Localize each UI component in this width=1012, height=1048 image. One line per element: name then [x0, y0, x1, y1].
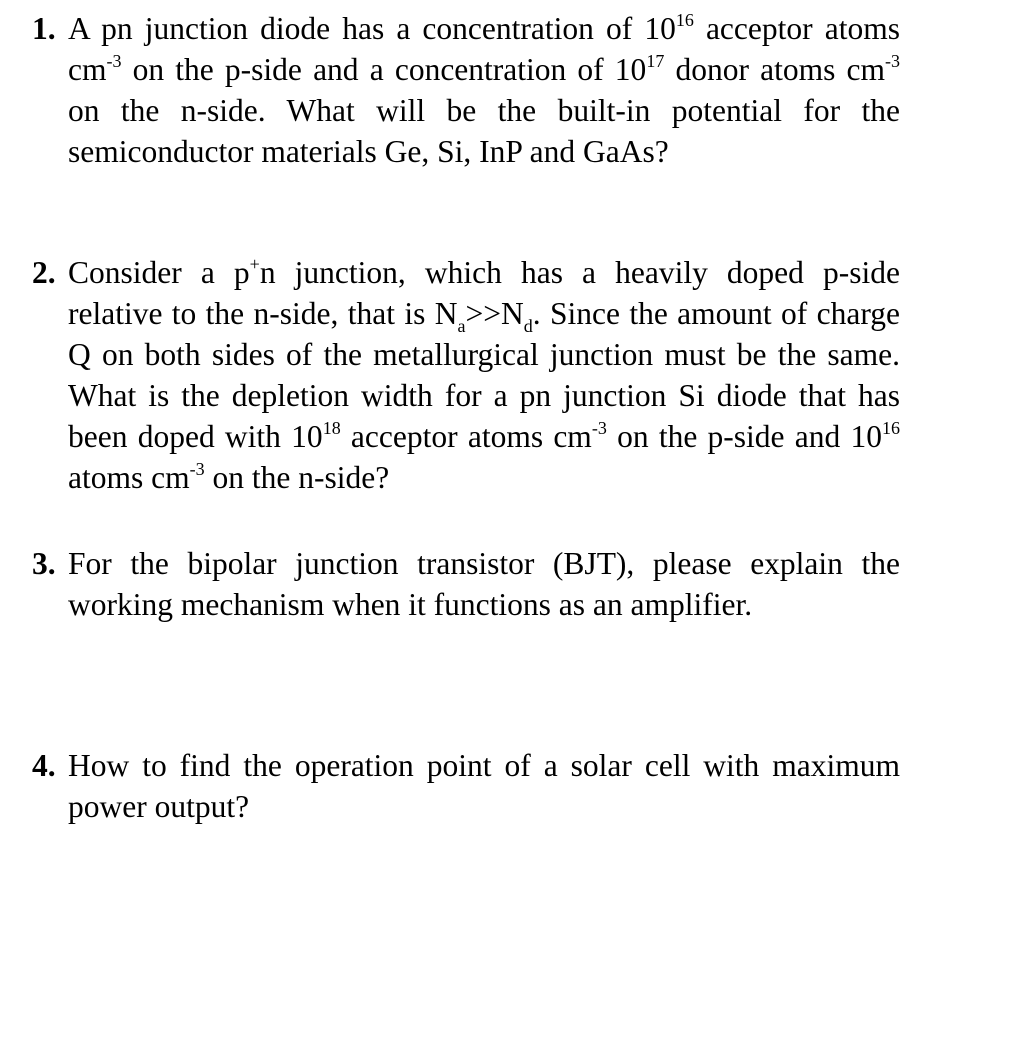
superscript-plus: +	[249, 254, 260, 274]
question-text: How to find the operation point of a solar cell with maximum power output?	[68, 748, 900, 824]
question-text	[68, 8, 900, 172]
text-segment: on the n-side?	[204, 460, 390, 495]
text-segment: n junction, which has a heavily doped p-side relative to the n-side, that is N	[68, 255, 900, 331]
exponent: 16	[675, 10, 694, 30]
exponent: -3	[189, 459, 205, 479]
question-text	[68, 252, 900, 498]
text-segment: acceptor atoms cm	[68, 11, 900, 87]
subscript: d	[523, 316, 533, 336]
question-number: 4.	[32, 748, 56, 783]
exponent: -3	[591, 418, 607, 438]
question-4	[32, 745, 900, 827]
question-number: 3.	[32, 546, 56, 581]
text-segment: acceptor atoms cm	[340, 419, 592, 454]
text-segment: on the p-side and 10	[606, 419, 882, 454]
subscript: a	[457, 316, 466, 336]
text-segment: Consider a p	[68, 255, 250, 290]
text-segment: A pn junction diode has a concentration of 10	[68, 11, 676, 46]
question-3	[32, 543, 900, 625]
question-2	[32, 252, 900, 498]
question-1	[32, 8, 900, 172]
text-segment: >>N	[465, 296, 524, 331]
text-segment: atoms cm	[68, 460, 190, 495]
text-segment: on the n-side. What will be the built-in potential for the semiconductor materials Ge, Si, InP and GaAs?	[68, 93, 900, 169]
text-segment: donor atoms cm	[664, 52, 885, 87]
exponent: 16	[882, 418, 900, 438]
exponent: -3	[106, 51, 122, 71]
question-text: For the bipolar junction transistor (BJT), please explain the working mechanism when it functions as an amplifier.	[68, 546, 900, 622]
text-segment: charge Q on both sides of the metallurgical junction must be the same. What is the depletion width for a pn junction Si diode that has been doped with 10	[68, 296, 900, 454]
question-number: 2.	[32, 255, 56, 290]
text-segment: . Since the amount of	[532, 296, 808, 331]
exponent: 18	[322, 418, 341, 438]
question-number: 1.	[32, 11, 56, 46]
exponent: 17	[646, 51, 665, 71]
exponent: -3	[885, 51, 900, 71]
text-segment: on the p-side and a concentration of 10	[121, 52, 647, 87]
